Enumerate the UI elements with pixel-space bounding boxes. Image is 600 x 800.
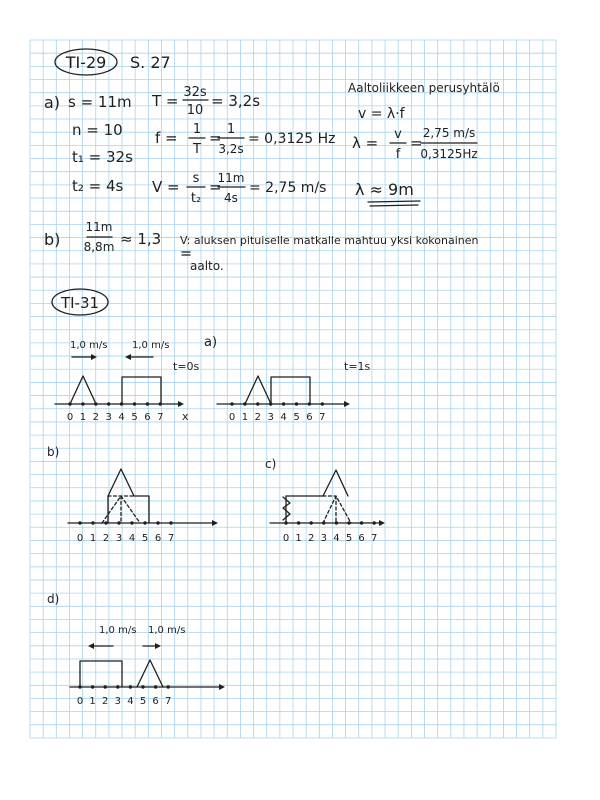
frequency-denominator-2: 3,2s xyxy=(218,142,244,156)
wavelength-lhs: λ = xyxy=(352,134,379,152)
axis-tick-dot xyxy=(107,402,110,405)
axis-tick-label: 4 xyxy=(280,412,287,423)
page-reference: S. 27 xyxy=(130,53,171,72)
speed-label-right: 1,0 m/s xyxy=(70,340,108,351)
axis-tick-label: 7 xyxy=(319,412,326,423)
wavelength-denominator-1: f xyxy=(395,147,401,162)
diagram-d-label: d) xyxy=(47,592,60,606)
axis-tick-dot xyxy=(81,402,84,405)
given-time-1: t₁ = 32s xyxy=(72,148,133,166)
answer-text-line-1: V: aluksen pituiselle matkalle mahtuu yksi kokonainen xyxy=(180,234,479,247)
axis-tick-dot xyxy=(146,402,149,405)
axis-tick-label: 7 xyxy=(165,696,172,707)
axis-tick-dot xyxy=(308,402,311,405)
axis-tick-dot xyxy=(310,521,313,524)
answer-text-line-2: aalto. xyxy=(190,259,224,273)
ratio-result: ≈ 1,3 xyxy=(120,230,162,248)
axis-tick-dot xyxy=(130,521,133,524)
axis-tick-label: 1 xyxy=(241,412,249,423)
axis-tick-label: 3 xyxy=(115,533,123,544)
axis-tick-dot xyxy=(269,402,272,405)
axis-tick-dot xyxy=(321,402,324,405)
axis-tick-dot xyxy=(169,521,172,524)
axis-tick-dot xyxy=(360,521,363,524)
axis-tick-label: 1 xyxy=(89,533,97,544)
axis-tick-dot xyxy=(282,402,285,405)
ratio-denominator: 8,8m xyxy=(83,240,115,254)
wavelength-answer: λ ≈ 9m xyxy=(355,180,414,199)
axis-tick-dot xyxy=(373,521,376,524)
axis-tick-label: 0 xyxy=(76,696,84,707)
period-lhs: T = xyxy=(152,92,179,110)
axis-tick-dot xyxy=(284,521,287,524)
axis-tick-dot xyxy=(347,521,350,524)
axis-tick-label: 7 xyxy=(371,533,378,544)
axis-tick-label: 0 xyxy=(282,533,290,544)
axis-tick-dot xyxy=(335,521,338,524)
axis-tick-dot xyxy=(91,685,94,688)
equals-sign: = xyxy=(410,134,423,152)
axis-tick-label: 3 xyxy=(114,696,121,707)
axis-tick-dot xyxy=(94,402,97,405)
axis-tick-dot xyxy=(154,685,157,688)
wave-equation-formula: v = λ·f xyxy=(358,106,405,122)
axis-tick-label: 1 xyxy=(79,412,87,423)
diagram-c-label: c) xyxy=(265,457,277,471)
axis-tick-label: 5 xyxy=(139,696,147,707)
equals-sign: = xyxy=(209,178,222,196)
axis-tick-dot xyxy=(133,402,136,405)
axis-tick-dot xyxy=(141,685,144,688)
speed-result: = 2,75 m/s xyxy=(249,180,327,196)
period-numerator: 32s xyxy=(183,85,207,100)
axis-tick-label: 2 xyxy=(308,533,315,544)
wavelength-numerator-1: v xyxy=(394,127,402,142)
axis-tick-label: 6 xyxy=(306,412,313,423)
axis-tick-label: 1 xyxy=(295,533,302,544)
frequency-numerator-2: 1 xyxy=(226,122,236,137)
diagram-a-label: a) xyxy=(204,335,218,350)
axis-tick-label: 3 xyxy=(105,412,112,423)
axis-tick-label: 2 xyxy=(92,412,99,423)
axis-tick-dot xyxy=(120,402,123,405)
part-b-label: b) xyxy=(44,230,61,249)
given-time-2: t₂ = 4s xyxy=(72,177,124,195)
axis-tick-dot xyxy=(117,521,120,524)
axis-tick-label: 0 xyxy=(66,412,74,423)
axis-tick-label: 5 xyxy=(141,533,149,544)
axis-tick-label: 2 xyxy=(102,696,109,707)
speed-label-left: 1,0 m/s xyxy=(99,625,137,636)
axis-tick-label: 5 xyxy=(345,533,353,544)
axis-tick-dot xyxy=(167,685,170,688)
axis-tick-dot xyxy=(143,521,146,524)
axis-tick-dot xyxy=(78,521,81,524)
axis-tick-label: 3 xyxy=(320,533,327,544)
axis-tick-label: 5 xyxy=(131,412,138,423)
axis-tick-label: 0 xyxy=(76,533,84,544)
diagram-b-label: b) xyxy=(47,445,60,459)
axis-tick-dot xyxy=(116,685,119,688)
axis-tick-dot xyxy=(322,521,325,524)
axis-tick-label: 6 xyxy=(358,533,365,544)
speed-label-left: 1,0 m/s xyxy=(132,340,170,351)
axis-tick-label: 4 xyxy=(118,412,125,423)
axis-tick-dot xyxy=(159,402,162,405)
wave-equation-title: Aaltoliikkeen perusyhtälö xyxy=(348,81,500,95)
axis-tick-dot xyxy=(104,521,107,524)
speed-lhs: V = xyxy=(152,178,180,196)
axis-tick-label: 4 xyxy=(128,533,136,544)
axis-variable: x xyxy=(182,410,189,423)
wavelength-numerator-2: 2,75 m/s xyxy=(422,126,476,140)
axis-tick-label: 5 xyxy=(293,412,300,423)
period-denominator: 10 xyxy=(186,103,204,118)
ti29-label: TI-29 xyxy=(65,53,107,72)
axis-tick-dot xyxy=(104,685,107,688)
axis-tick-dot xyxy=(78,685,81,688)
axis-tick-label: 4 xyxy=(127,696,134,707)
axis-tick-dot xyxy=(230,402,233,405)
axis-tick-dot xyxy=(243,402,246,405)
time-label: t=0s xyxy=(173,360,200,373)
ratio-numerator: 11m xyxy=(85,220,113,234)
axis-tick-label: 7 xyxy=(157,412,164,423)
given-count: n = 10 xyxy=(72,121,123,139)
axis-tick-dot xyxy=(297,521,300,524)
axis-tick-dot xyxy=(156,521,159,524)
speed-label-right: 1,0 m/s xyxy=(148,625,186,636)
axis-tick-label: 6 xyxy=(154,533,162,544)
frequency-denominator-1: T xyxy=(193,142,201,157)
speed-denominator-2: 4s xyxy=(224,191,238,205)
time-label: t=1s xyxy=(344,360,371,373)
frequency-result: = 0,3125 Hz xyxy=(248,131,336,147)
axis-tick-label: 0 xyxy=(228,412,236,423)
given-distance: s = 11m xyxy=(68,93,132,111)
axis-tick-label: 7 xyxy=(167,533,175,544)
axis-tick-dot xyxy=(91,521,94,524)
period-result: = 3,2s xyxy=(211,92,261,110)
ti31-label: TI-31 xyxy=(60,294,100,312)
wavelength-denominator-2: 0,3125Hz xyxy=(420,147,478,161)
equals-sign: = xyxy=(209,129,222,147)
speed-denominator-1: t₂ xyxy=(190,191,202,206)
axis-tick-label: 6 xyxy=(152,696,159,707)
axis-tick-label: 2 xyxy=(102,533,110,544)
speed-numerator-1: s xyxy=(192,171,200,186)
frequency-lhs: f = xyxy=(155,129,178,147)
axis-tick-label: 1 xyxy=(89,696,96,707)
part-a-label: a) xyxy=(44,93,61,112)
axis-tick-dot xyxy=(256,402,259,405)
axis-tick-dot xyxy=(68,402,71,405)
speed-numerator-2: 11m xyxy=(217,171,245,185)
axis-tick-label: 6 xyxy=(144,412,151,423)
frequency-numerator-1: 1 xyxy=(192,122,202,137)
axis-tick-label: 3 xyxy=(267,412,274,423)
axis-tick-dot xyxy=(129,685,132,688)
axis-tick-label: 4 xyxy=(333,533,340,544)
axis-tick-label: 2 xyxy=(254,412,261,423)
axis-tick-dot xyxy=(295,402,298,405)
